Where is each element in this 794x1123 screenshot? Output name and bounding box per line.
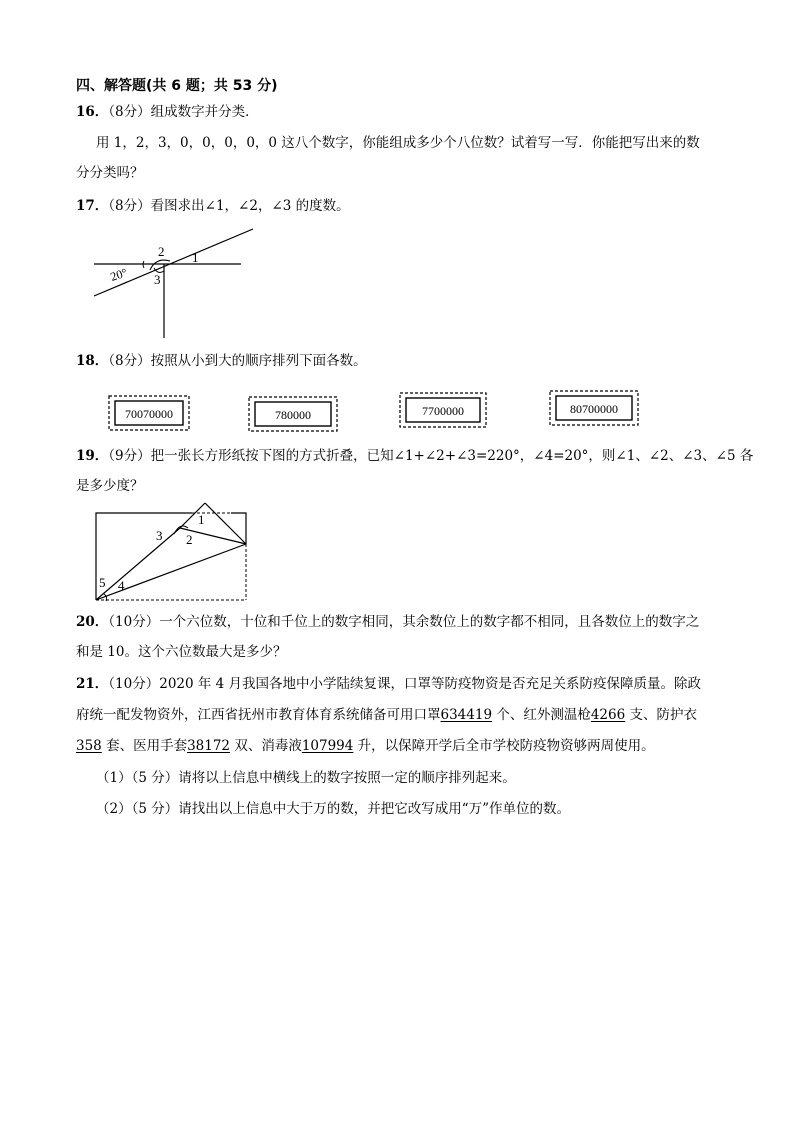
- text-segment: 双、消毒液: [234, 738, 302, 754]
- number-card-2: [246, 394, 340, 434]
- angle-label-3: 3: [156, 528, 163, 543]
- angle-label-2: 2: [186, 532, 193, 547]
- question-17-header: [76, 197, 350, 215]
- question-text: 按照从小到大的顺序排列下面各数。: [150, 353, 367, 369]
- question-score: （9分）: [108, 448, 151, 464]
- angle-label-1: 1: [198, 512, 205, 527]
- angle-label-2: 2: [158, 244, 165, 259]
- question-number: 16．: [76, 104, 109, 120]
- text-segment: 个、红外测温枪: [496, 707, 591, 723]
- question-text: 2020 年 4 月我国各地中小学陆续复课，口罩等防疫物资是否充足关系防疫保障质量。除政: [159, 676, 702, 692]
- number-card-1: [106, 393, 192, 433]
- question-19-line1: [76, 447, 753, 465]
- question-16-body-line1: 用 1，2，3，0，0，0，0，0 这八个数字，你能组成多少个八位数？试着写一写．你能把写出来的数: [96, 135, 700, 151]
- underlined-gloves-count: 38172: [187, 738, 231, 754]
- question-19-line2: 是多少度？: [76, 478, 144, 494]
- question-21-line3: [76, 737, 655, 755]
- question-score: （8分）: [108, 353, 151, 369]
- question-21-subquestion-2: （2）（5 分）请找出以上信息中大于万的数，并把它改写成用“万”作单位的数。: [96, 801, 571, 817]
- number-value: 7700000: [422, 404, 464, 418]
- question-16-header: [76, 103, 259, 121]
- angle-label-3: 3: [154, 272, 161, 287]
- underlined-suit-count: 358: [76, 738, 102, 754]
- underlined-disinfectant-count: 107994: [301, 738, 354, 754]
- question-text: 把一张长方形纸按下图的方式折叠，已知∠1+∠2+∠3=220°，∠4=20°，则∠1、∠2、∠3、∠5 各: [150, 448, 754, 464]
- number-value: 80700000: [570, 402, 618, 416]
- slanted-line: [94, 229, 253, 296]
- question-text: 看图求出∠1，∠2，∠3 的度数。: [150, 198, 350, 214]
- angle-label-4: 4: [118, 578, 125, 593]
- underlined-thermometer-count: 4266: [590, 707, 626, 723]
- question-20-line2: 和是 10。这个六位数最大是多少？: [76, 644, 287, 660]
- text-segment: 府统一配发物资外，江西省抚州市教育体育系统储备可用口罩: [76, 707, 441, 723]
- folded-paper-figure-19: [90, 500, 260, 605]
- question-score: （10分）: [108, 676, 160, 692]
- question-16-body-line2: 分分类吗？: [76, 165, 144, 181]
- text-segment: 支、防护衣: [629, 707, 697, 723]
- question-score: （8分）: [108, 104, 151, 120]
- question-number: 21．: [76, 676, 109, 692]
- question-score: （8分）: [108, 198, 151, 214]
- text-segment: 套、医用手套: [106, 738, 188, 754]
- underlined-mask-count: 634419: [440, 707, 493, 723]
- question-number: 18．: [76, 353, 109, 369]
- section-title: 四、解答题(共 6 题；共 53 分): [76, 78, 278, 94]
- angle-figure-17: [88, 223, 258, 343]
- question-number: 20．: [76, 614, 109, 630]
- fold-line: [96, 528, 180, 600]
- question-21-line2: [76, 706, 697, 724]
- angle-label-1: 1: [192, 250, 199, 265]
- text-segment: 升，以保障开学后全市学校防疫物资够两周使用。: [357, 738, 655, 754]
- question-text: 一个六位数，十位和千位上的数字相同，其余数位上的数字都不相同，且各数位上的数字之: [159, 614, 700, 630]
- question-18-header: [76, 352, 367, 370]
- number-value: 70070000: [125, 407, 173, 421]
- angle-label-20: 20°: [108, 265, 129, 284]
- question-number: 19．: [76, 448, 109, 464]
- question-20-line1: [76, 613, 699, 631]
- number-value: 780000: [275, 408, 311, 422]
- question-score: （10分）: [108, 614, 160, 630]
- question-21-subquestion-1: （1）（5 分）请将以上信息中横线上的数字按照一定的顺序排列起来。: [96, 770, 516, 786]
- folded-flap-right: [205, 503, 246, 544]
- question-21-line1: [76, 675, 701, 693]
- number-card-4: [547, 388, 641, 428]
- number-card-3: [397, 390, 489, 430]
- angle-label-5: 5: [99, 575, 106, 590]
- question-title: 组成数字并分类．: [150, 104, 259, 120]
- question-number: 17．: [76, 198, 109, 214]
